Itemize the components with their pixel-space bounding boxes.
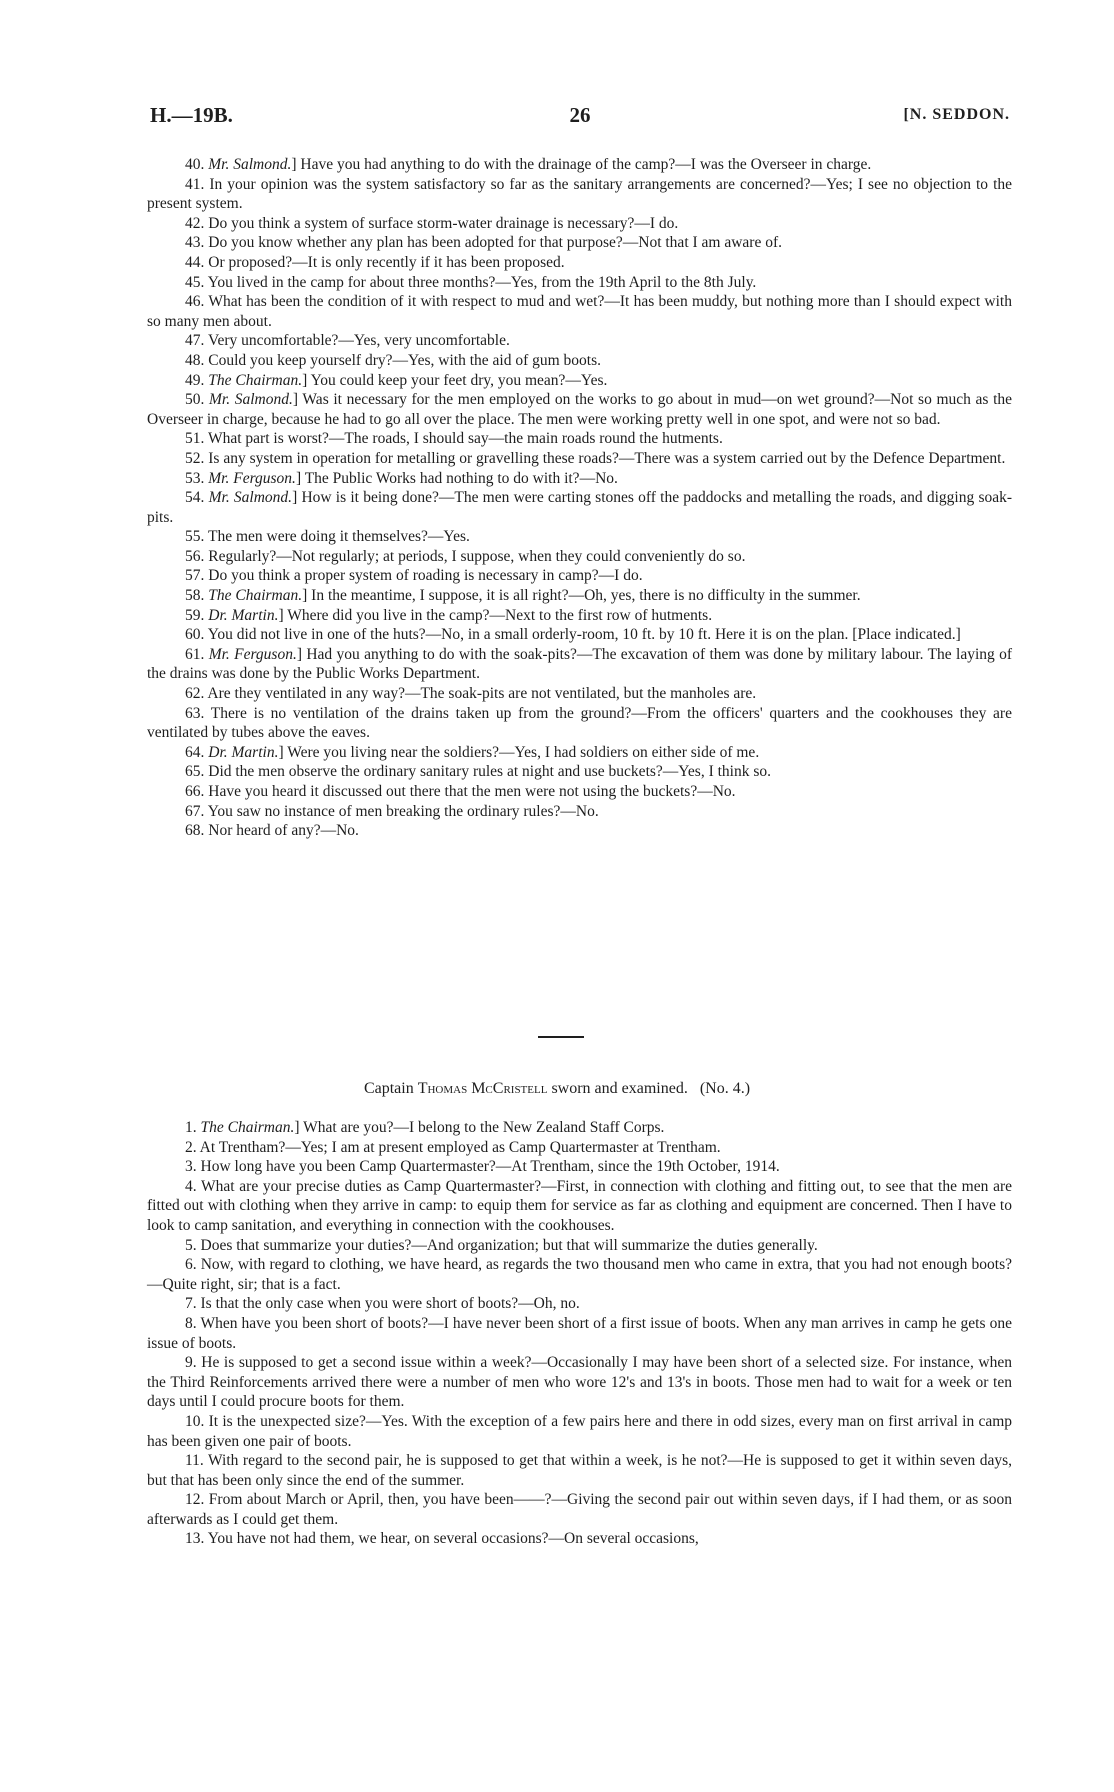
page-number: 26 bbox=[569, 103, 591, 127]
question-paragraph bbox=[147, 821, 1012, 841]
question-answer-text: With regard to the second pair, he is supposed to get that within a week, is he not?—He is supposed to get it within seven days, but that has been only since the end of the summer. bbox=[147, 1452, 1012, 1489]
speaker-name: Mr. Salmond. bbox=[209, 391, 293, 409]
testimony-section-mccristell bbox=[147, 1118, 1012, 1549]
question-answer-text: What are you?—I belong to the New Zealand Staff Corps. bbox=[303, 1119, 665, 1136]
question-number: 66. bbox=[185, 783, 205, 800]
question-number: 10. bbox=[185, 1412, 205, 1430]
question-number: 44. bbox=[185, 253, 205, 271]
witness-name: Thomas McCristell bbox=[417, 1080, 548, 1097]
question-paragraph bbox=[147, 625, 1012, 645]
question-paragraph bbox=[147, 802, 1012, 822]
witness-title: Captain bbox=[363, 1080, 414, 1097]
question-number: 40. bbox=[185, 156, 205, 173]
question-number: 50. bbox=[185, 391, 205, 409]
question-answer-text: In the meantime, I suppose, it is all right?—Oh, yes, there is no difficulty in the summer. bbox=[311, 587, 861, 605]
speaker-name: The Chairman. bbox=[200, 1119, 295, 1136]
question-paragraph bbox=[147, 1138, 1012, 1158]
question-answer-text: At Trentham?—Yes; I am at present employed as Camp Quartermaster at Trentham. bbox=[199, 1138, 721, 1156]
question-paragraph bbox=[147, 331, 1012, 351]
question-paragraph bbox=[147, 1314, 1012, 1353]
question-paragraph: 50. Mr. Salmond.] Was it necessary for the men employed on the works to go about in mud—on wet ground?—Not so much as the Overseer in charge, because he had to go all over the place. The men were working pretty well in one spot, and were not so bad. bbox=[147, 391, 1013, 428]
question-answer-text: Do you think a system of surface storm-water drainage is necessary?—I do. bbox=[208, 214, 679, 232]
question-answer-text: It is the unexpected size?—Yes. With the exception of a few pairs here and there in odd sizes, every man on first arrival in camp has been given one pair of boots. bbox=[147, 1412, 1013, 1450]
question-paragraph bbox=[147, 1294, 1012, 1314]
question-answer-text: You could keep your feet dry, you mean?—Yes. bbox=[310, 371, 608, 389]
question-answer-text: You did not live in one of the huts?—No, in a small orderly-room, 10 ft. by 10 ft. Here it is on the plan. [Place indicated.] bbox=[207, 626, 961, 644]
question-paragraph bbox=[147, 1255, 1012, 1294]
question-answer-text: Nor heard of any?—No. bbox=[208, 822, 359, 840]
question-answer-text: Now, with regard to clothing, we have heard, as regards the two thousand men who came in extra, that you had not enough boots?—Quite right, sir; that is a fact. bbox=[147, 1256, 1012, 1293]
question-answer-text: Or proposed?—It is only recently if it has been proposed. bbox=[208, 253, 565, 271]
question-answer-text: The Public Works had nothing to do with it?—No. bbox=[304, 469, 618, 487]
question-number: 64. bbox=[185, 743, 205, 761]
question-answer-text: In your opinion was the system satisfactory so far as the sanitary arrangements are concerned?—Yes; I see no objection to the present system. bbox=[147, 175, 1012, 213]
question-paragraph bbox=[147, 1236, 1012, 1256]
question-answer-text: Very uncomfortable?—Yes, very uncomfortable. bbox=[207, 332, 510, 350]
question-answer-text: Does that summarize your duties?—And organization; but that will summarize the duties generally. bbox=[200, 1236, 818, 1254]
question-answer-text: There is no ventilation of the drains taken up from the ground?—From the officers' quarters and the cookhouses they are ventilated by tubes above the eaves. bbox=[147, 704, 1012, 742]
page-header bbox=[150, 103, 1010, 133]
question-paragraph bbox=[147, 1490, 1012, 1529]
question-paragraph bbox=[147, 566, 1012, 586]
speaker-name: Dr. Martin. bbox=[208, 606, 279, 624]
question-answer-text: Is that the only case when you were short of boots?—Oh, no. bbox=[200, 1295, 580, 1313]
question-number: 48. bbox=[185, 351, 205, 369]
question-paragraph bbox=[147, 292, 1012, 331]
question-number: 61. bbox=[185, 645, 205, 663]
testimony-section-seddon bbox=[147, 155, 1012, 841]
question-number: 51. bbox=[185, 430, 205, 448]
question-answer-text: Were you living near the soldiers?—Yes, I had soldiers on either side of me. bbox=[287, 743, 760, 761]
question-paragraph bbox=[147, 214, 1012, 234]
question-paragraph bbox=[147, 273, 1012, 293]
question-answer-text: Had you anything to do with the soak-pits?—The excavation of them was done by military labour. The laying of the drains was done by the Public Works Department. bbox=[147, 645, 1012, 683]
question-answer-text: How is it being done?—The men were carting stones off the paddocks and metalling the roads, and digging soak-pits. bbox=[147, 489, 1013, 526]
question-paragraph: 40. Mr. Salmond.] Have you had anything to do with the drainage of the camp?—I was the Overseer in charge. bbox=[185, 156, 872, 173]
question-number: 56. bbox=[185, 547, 205, 565]
question-paragraph bbox=[147, 704, 1012, 743]
document-reference: H.—19B. bbox=[150, 103, 233, 127]
witness-running-head: [N. SEDDON. bbox=[903, 106, 1010, 123]
question-number: 47. bbox=[185, 332, 205, 350]
question-answer-text: Could you keep yourself dry?—Yes, with the aid of gum boots. bbox=[208, 351, 602, 369]
question-paragraph bbox=[147, 1353, 1012, 1412]
question-number: 8. bbox=[185, 1314, 197, 1332]
question-answer-text: Was it necessary for the men employed on the works to go about in mud—on wet ground?—Not so much as the Overseer in charge, because he had to go all over the place. The men were working pretty well in one spot, and were not so bad. bbox=[147, 391, 1013, 428]
question-paragraph: 54. Mr. Salmond.] How is it being done?—The men were carting stones off the paddocks and metalling the roads, and digging soak-pits. bbox=[147, 489, 1013, 526]
question-answer-text: Do you think a proper system of roading is necessary in camp?—I do. bbox=[208, 567, 643, 585]
question-number: 9. bbox=[185, 1354, 197, 1372]
question-paragraph: 58. The Chairman.] In the meantime, I suppose, it is all right?—Oh, yes, there is no difficulty in the summer. bbox=[185, 587, 861, 605]
question-paragraph bbox=[147, 429, 1012, 449]
question-answer-text: You lived in the camp for about three months?—Yes, from the 19th April to the 8th July. bbox=[207, 273, 757, 291]
question-paragraph bbox=[147, 684, 1012, 704]
speaker-name: Mr. Salmond. bbox=[208, 156, 292, 173]
question-answer-text: Is any system in operation for metalling or gravelling these roads?—There was a system carried out by the Defence Department. bbox=[208, 449, 1006, 467]
question-number: 11. bbox=[185, 1452, 204, 1470]
question-number: 58. bbox=[185, 587, 205, 605]
question-number: 12. bbox=[185, 1491, 205, 1509]
question-answer-text: You have not had them, we hear, on several occasions?—On several occasions, bbox=[207, 1530, 699, 1548]
question-paragraph: 53. Mr. Ferguson.] The Public Works had nothing to do with it?—No. bbox=[185, 469, 618, 487]
question-answer-text: What are your precise duties as Camp Quartermaster?—First, in connection with clothing and fitting out, to see that the men are fitted out with clothing when they arrive in camp: to equip them for service as far as clothing and equipment are concerned. Then I have to look to camp sanitation, and everything in connection with the cookhouses. bbox=[147, 1177, 1012, 1234]
question-number: 46. bbox=[185, 293, 205, 311]
question-number: 45. bbox=[185, 273, 205, 291]
question-answer-text: The men were doing it themselves?—Yes. bbox=[207, 528, 470, 546]
witness-heading bbox=[0, 1080, 1114, 1098]
question-number: 49. bbox=[185, 371, 205, 389]
question-number: 60. bbox=[185, 626, 205, 644]
question-number: 52. bbox=[185, 449, 205, 467]
question-answer-text: Have you had anything to do with the drainage of the camp?—I was the Overseer in charge. bbox=[300, 156, 872, 173]
question-answer-text: What part is worst?—The roads, I should say—the main roads round the hutments. bbox=[207, 430, 723, 448]
witness-status: sworn and examined. bbox=[551, 1080, 688, 1097]
question-paragraph bbox=[147, 233, 1012, 253]
question-paragraph: 64. Dr. Martin.] Were you living near the soldiers?—Yes, I had soldiers on either side of me. bbox=[185, 743, 760, 761]
question-paragraph bbox=[147, 527, 1012, 547]
question-number: 57. bbox=[185, 567, 205, 585]
question-answer-text: Do you know whether any plan has been adopted for that purpose?—Not that I am aware of. bbox=[208, 234, 782, 252]
question-answer-text: How long have you been Camp Quartermaster?—At Trentham, since the 19th October, 1914. bbox=[200, 1158, 780, 1176]
question-number: 63. bbox=[185, 704, 205, 722]
question-answer-text: You saw no instance of men breaking the ordinary rules?—No. bbox=[207, 802, 599, 820]
question-number: 6. bbox=[185, 1256, 197, 1274]
question-number: 68. bbox=[185, 822, 205, 840]
section-divider bbox=[538, 1036, 584, 1038]
question-number: 54. bbox=[185, 489, 205, 507]
question-number: 42. bbox=[185, 214, 205, 232]
question-paragraph: 59. Dr. Martin.] Where did you live in the camp?—Next to the first row of hutments. bbox=[185, 606, 713, 624]
question-number: 59. bbox=[185, 606, 205, 624]
question-number: 67. bbox=[185, 802, 205, 820]
question-answer-text: When have you been short of boots?—I have never been short of a first issue of boots. When any man arrives in camp he gets one issue of boots. bbox=[147, 1314, 1012, 1352]
question-paragraph bbox=[147, 1529, 1012, 1549]
question-number: 65. bbox=[185, 763, 205, 781]
witness-number: (No. 4.) bbox=[699, 1080, 751, 1097]
question-paragraph bbox=[147, 175, 1012, 214]
question-number: 53. bbox=[185, 469, 205, 487]
question-paragraph bbox=[147, 351, 1012, 371]
question-paragraph bbox=[147, 1177, 1012, 1236]
question-paragraph bbox=[147, 547, 1012, 567]
question-paragraph bbox=[147, 1451, 1012, 1490]
question-number: 7. bbox=[185, 1295, 197, 1313]
question-answer-text: Did the men observe the ordinary sanitary rules at night and use buckets?—Yes, I think so. bbox=[208, 763, 772, 781]
question-paragraph bbox=[147, 449, 1012, 469]
question-paragraph bbox=[147, 762, 1012, 782]
speaker-name: Mr. Ferguson. bbox=[208, 645, 297, 663]
question-paragraph: 1. The Chairman.] What are you?—I belong to the New Zealand Staff Corps. bbox=[185, 1119, 665, 1136]
question-number: 1. bbox=[185, 1119, 197, 1136]
question-number: 13. bbox=[185, 1530, 205, 1548]
question-answer-text: Regularly?—Not regularly; at periods, I suppose, when they could conveniently do so. bbox=[208, 547, 746, 565]
question-number: 55. bbox=[185, 528, 205, 546]
speaker-name: Mr. Ferguson. bbox=[208, 469, 296, 487]
question-answer-text: What has been the condition of it with respect to mud and wet?—It has been muddy, but nothing more than I should expect with so many men about. bbox=[147, 293, 1012, 330]
question-number: 5. bbox=[185, 1236, 197, 1254]
question-paragraph bbox=[147, 1412, 1012, 1451]
question-answer-text: From about March or April, then, you have been——?—Giving the second pair out within seven days, if I had them, or as soon afterwards as I could get them. bbox=[147, 1491, 1012, 1528]
question-paragraph bbox=[147, 253, 1012, 273]
question-number: 3. bbox=[185, 1158, 197, 1176]
question-paragraph: 49. The Chairman.] You could keep your feet dry, you mean?—Yes. bbox=[185, 371, 608, 389]
speaker-name: The Chairman. bbox=[208, 371, 303, 389]
speaker-name: Mr. Salmond. bbox=[208, 489, 293, 507]
question-paragraph: 61. Mr. Ferguson.] Had you anything to do with the soak-pits?—The excavation of them was done by military labour. The laying of the drains was done by the Public Works Department. bbox=[147, 645, 1012, 683]
question-number: 62. bbox=[185, 685, 205, 703]
question-answer-text: Have you heard it discussed out there that the men were not using the buckets?—No. bbox=[208, 783, 736, 800]
question-paragraph bbox=[147, 782, 1012, 802]
question-paragraph bbox=[147, 1157, 1012, 1177]
question-number: 43. bbox=[185, 234, 205, 252]
question-answer-text: He is supposed to get a second issue within a week?—Occasionally I may have been short of a selected size. For instance, when the Third Reinforcements arrived there were a number of men who wore 12's and 13's in boots. Those men had to wait for a week or ten days until I could procure boots for them. bbox=[147, 1354, 1013, 1411]
question-answer-text: Where did you live in the camp?—Next to the first row of hutments. bbox=[287, 606, 713, 624]
speaker-name: The Chairman. bbox=[208, 587, 303, 605]
speaker-name: Dr. Martin. bbox=[208, 743, 279, 761]
question-answer-text: Are they ventilated in any way?—The soak-pits are not ventilated, but the manholes are. bbox=[207, 685, 757, 703]
question-number: 2. bbox=[185, 1138, 197, 1156]
question-number: 41. bbox=[185, 175, 205, 193]
question-number: 4. bbox=[185, 1177, 197, 1195]
